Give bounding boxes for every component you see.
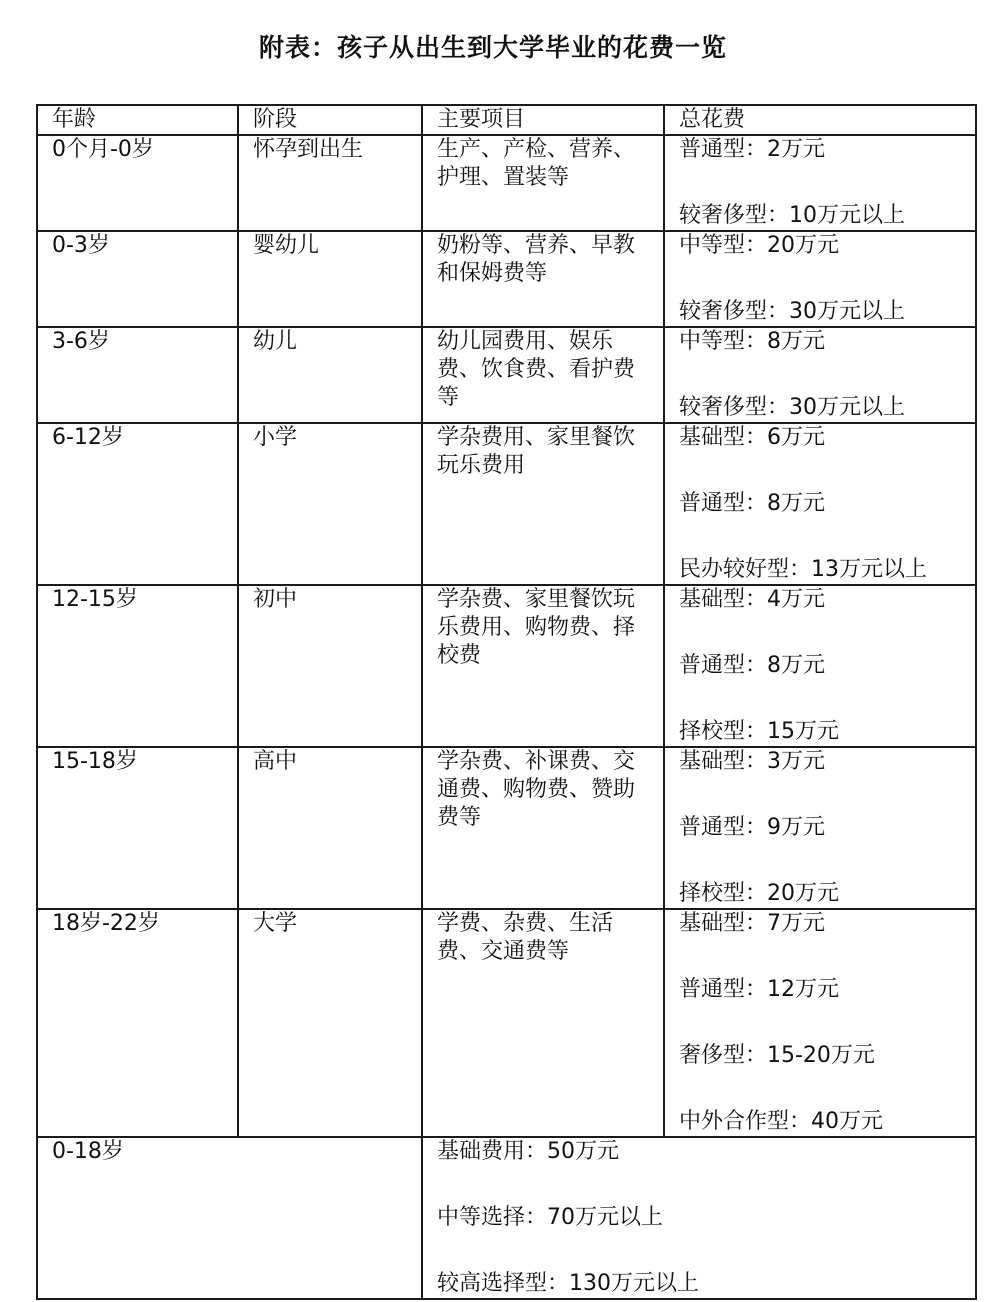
summary-option: 基础费用：50万元 <box>437 1139 619 1164</box>
summary-age-cell: 0-18岁 <box>37 1137 422 1299</box>
items-cell: 奶粉等、营养、早教和保姆费等 <box>422 231 664 327</box>
table-row <box>37 231 976 327</box>
table-row <box>37 327 976 423</box>
age-cell: 6-12岁 <box>37 423 238 585</box>
cost-option: 普通型：8万元 <box>679 491 825 516</box>
cost-option: 较奢侈型：30万元以上 <box>679 299 905 324</box>
table-row <box>37 135 976 231</box>
summary-option: 中等选择：70万元以上 <box>437 1205 663 1230</box>
age-cell: 3-6岁 <box>37 327 238 423</box>
cost-option: 普通型：2万元 <box>679 137 825 162</box>
stage-cell: 大学 <box>238 909 422 1137</box>
cost-option: 普通型：9万元 <box>679 815 825 840</box>
table-row <box>37 423 976 585</box>
cost-option: 基础型：6万元 <box>679 425 825 450</box>
age-cell: 18岁-22岁 <box>37 909 238 1137</box>
total-cell <box>664 327 976 423</box>
items-cell: 学杂费、补课费、交通费、购物费、赞助费等 <box>422 747 664 909</box>
age-cell: 0-3岁 <box>37 231 238 327</box>
items-cell: 学杂费用、家里餐饮玩乐费用 <box>422 423 664 585</box>
header-age: 年龄 <box>37 105 238 135</box>
items-cell: 幼儿园费用、娱乐费、饮食费、看护费等 <box>422 327 664 423</box>
cost-option: 中外合作型：40万元 <box>679 1109 883 1134</box>
cost-option: 民办较好型：13万元以上 <box>679 557 927 582</box>
cost-option: 中等型：8万元 <box>679 329 825 354</box>
stage-cell: 初中 <box>238 585 422 747</box>
cost-option: 较奢侈型：10万元以上 <box>679 203 905 228</box>
age-cell: 12-15岁 <box>37 585 238 747</box>
cost-option: 普通型：8万元 <box>679 653 825 678</box>
cost-option: 普通型：12万元 <box>679 977 839 1002</box>
header-stage: 阶段 <box>238 105 422 135</box>
age-cell: 0个月-0岁 <box>37 135 238 231</box>
items-cell: 生产、产检、营养、护理、置装等 <box>422 135 664 231</box>
stage-cell: 高中 <box>238 747 422 909</box>
stage-cell: 怀孕到出生 <box>238 135 422 231</box>
age-cell: 15-18岁 <box>37 747 238 909</box>
cost-option: 择校型：20万元 <box>679 881 839 906</box>
page-title: 附表：孩子从出生到大学毕业的花费一览 <box>258 33 727 62</box>
summary-total-cell <box>422 1137 976 1299</box>
cost-option: 基础型：4万元 <box>679 587 825 612</box>
total-cell <box>664 909 976 1137</box>
header-total: 总花费 <box>664 105 976 135</box>
stage-cell: 幼儿 <box>238 327 422 423</box>
total-cell <box>664 135 976 231</box>
total-cell <box>664 747 976 909</box>
table-row <box>37 747 976 909</box>
cost-option: 奢侈型：15-20万元 <box>679 1043 875 1068</box>
cost-option: 择校型：15万元 <box>679 719 839 744</box>
stage-cell: 婴幼儿 <box>238 231 422 327</box>
table-row <box>37 909 976 1137</box>
cost-option: 中等型：20万元 <box>679 233 839 258</box>
cost-option: 较奢侈型：30万元以上 <box>679 395 905 420</box>
total-cell <box>664 585 976 747</box>
stage-cell: 小学 <box>238 423 422 585</box>
items-cell: 学费、杂费、生活费、交通费等 <box>422 909 664 1137</box>
cost-option: 基础型：7万元 <box>679 911 825 936</box>
summary-option: 较高选择型：130万元以上 <box>437 1271 699 1296</box>
table-row <box>37 585 976 747</box>
summary-row <box>37 1137 976 1299</box>
total-cell <box>664 231 976 327</box>
cost-table <box>36 104 977 1300</box>
total-cell <box>664 423 976 585</box>
cost-option: 基础型：3万元 <box>679 749 825 774</box>
table-header-row <box>37 105 976 135</box>
items-cell: 学杂费、家里餐饮玩乐费用、购物费、择校费 <box>422 585 664 747</box>
header-items: 主要项目 <box>422 105 664 135</box>
